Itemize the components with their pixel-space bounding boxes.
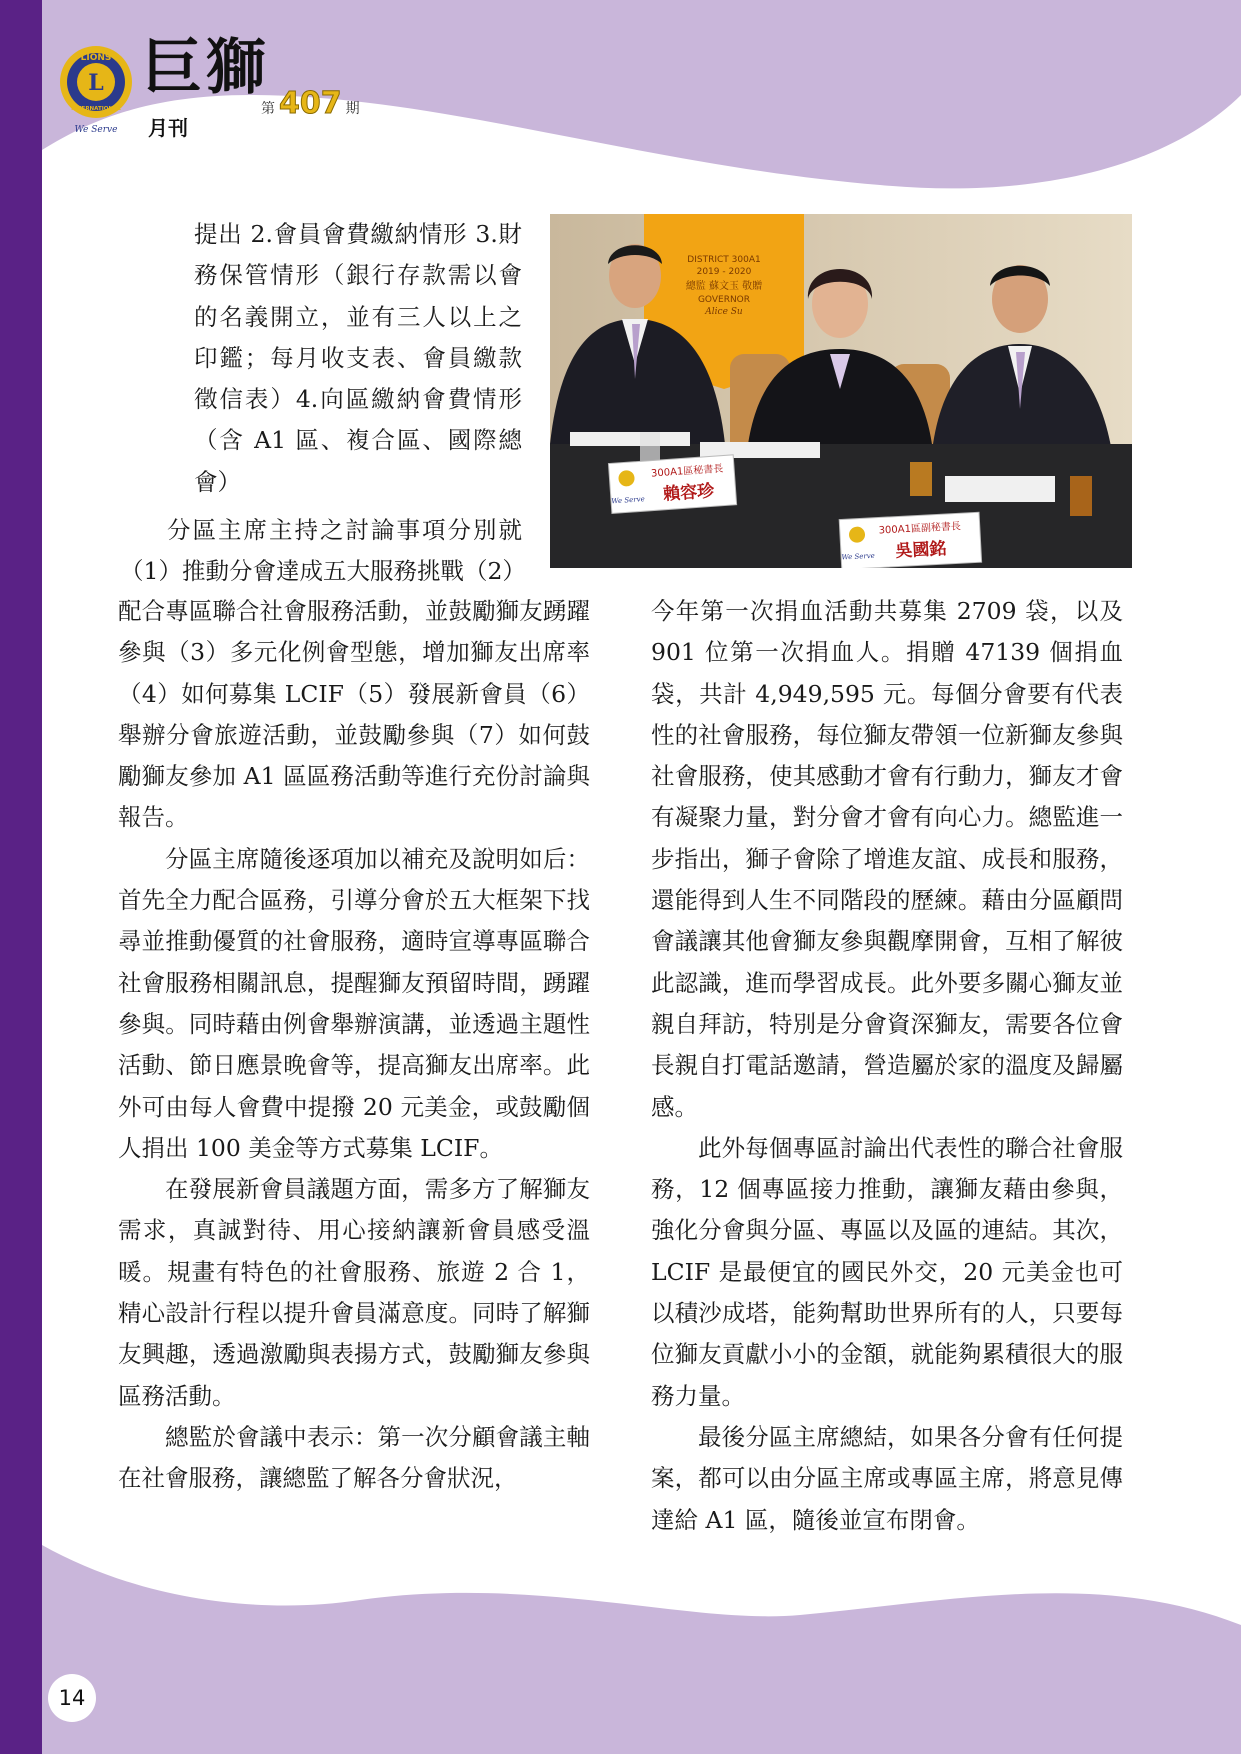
article-wide-intro [120,510,526,593]
banner-signature: Alice Su [705,307,743,317]
logo-text-bottom: INTERNATIONAL [71,106,121,112]
banner-name: 總監 蘇文玉 敬贈 [685,281,763,292]
lions-logo-icon [58,44,134,136]
article-right-column [651,591,1123,1541]
issue-label [261,86,360,121]
article-paragraph: 在發展新會員議題方面，需多方了解獅友需求，真誠對待、用心接納讓新會員感受溫暖。規畫有特色的社會服務、旅遊 2 合 1，精心設計行程以提升會員滿意度。同時了解獅友興趣，透過激勵與表揚方式，鼓勵獅友參與區務活動。 [118,1175,590,1410]
article-top-left [194,214,522,503]
meeting-photo [550,214,1132,568]
issue-suffix: 期 [345,101,360,117]
nameplate-left-motto: We Serve [611,495,645,506]
nameplate-right-title: 300A1區副秘書長 [878,521,962,537]
magazine-subtitle: 月刊 [148,116,188,140]
article-paragraph: 分區主席主持之討論事項分別就（1）推動分會達成五大服務挑戰（2） [120,516,526,586]
nameplate-left-name: 賴容珍 [662,481,715,505]
nameplate-left-title: 300A1區秘書長 [650,463,724,480]
magazine-title: 巨獅 [142,33,270,103]
banner-district: DISTRICT 300A1 [687,255,761,265]
masthead [58,33,398,140]
article-left-column [118,591,590,1500]
logo-text-top: LIONS [80,53,112,63]
article-paragraph: 最後分區主席總結，如果各分會有任何提案，都可以由分區主席或專區主席，將意見傳達給 A1 區，隨後並宣布閉會。 [651,1422,1123,1534]
article-paragraph: 配合專區聯合社會服務活動，並鼓勵獅友踴躍參與（3）多元化例會型態，增加獅友出席率（4）如何募集 LCIF（5）發展新會員（6）舉辦分會旅遊活動，並鼓勵參與（7）如何鼓勵獅友參加 A1 區區務活動等進行充份討論與報告。 [118,597,590,832]
page-number: 14 [48,1674,96,1722]
article-paragraph: 總監於會議中表示：第一次分顧會議主軸在社會服務，讓總監了解各分會狀況， [118,1422,590,1493]
article-paragraph: 提出 2.會員會費繳納情形 3.財務保管情形（銀行存款需以會的名義開立，並有三人以上之印鑑；每月收支表、會員繳款徵信表）4.向區繳納會費情形（含 A1 區、複合區、國際總會） [194,220,522,496]
logo-motto: We Serve [74,125,118,135]
left-purple-bar [0,0,42,1754]
banner-governor: GOVERNOR [697,295,751,305]
banner-year: 2019 - 2020 [696,267,752,277]
article-paragraph: 此外每個專區討論出代表性的聯合社會服務，12 個專區接力推動，讓獅友藉由參與，強化分會與分區、專區以及區的連結。其次，LCIF 是最便宜的國民外交，20 元美金也可以積沙成塔，能夠幫助世界所有的人，只要每位獅友貢獻小小的金額，就能夠累積很大的服務力量。 [651,1133,1123,1410]
nameplate-right-motto: We Serve [841,551,876,562]
issue-prefix: 第 [261,101,275,117]
issue-number: 407 [279,86,342,121]
logo-letter: L [88,70,104,96]
article-paragraph: 分區主席隨後逐項加以補充及說明如后：首先全力配合區務，引導分會於五大框架下找尋並推動優質的社會服務，適時宣導專區聯合社會服務相關訊息，提醒獅友預留時間，踴躍參與。同時藉由例會舉辦演講，並透過主題性活動、節日應景晚會等，提高獅友出席率。此外可由每人會費中提撥 20 元美金，或鼓勵個人捐出 100 美金等方式募集 LCIF。 [118,844,590,1162]
article-paragraph: 今年第一次捐血活動共募集 2709 袋，以及 901 位第一次捐血人。捐贈 47139 個捐血袋，共計 4,949,595 元。每個分會要有代表性的社會服務，每位獅友帶領一位新獅友參與社會服務，使其感動才會有行動力，獅友才會有凝聚力量，對分會才會有向心力。總監進一步指出，獅子會除了增進友誼、成長和服務，還能得到人生不同階段的歷練。藉由分區顧問會議讓其他會獅友參與觀摩開會，互相了解彼此認識，進而學習成長。此外要多關心獅友並親自拜訪，特別是分會資深獅友，需要各位會長親自打電話邀請，營造屬於家的溫度及歸屬感。 [651,597,1123,1121]
nameplate-right-name: 吳國銘 [894,539,947,562]
